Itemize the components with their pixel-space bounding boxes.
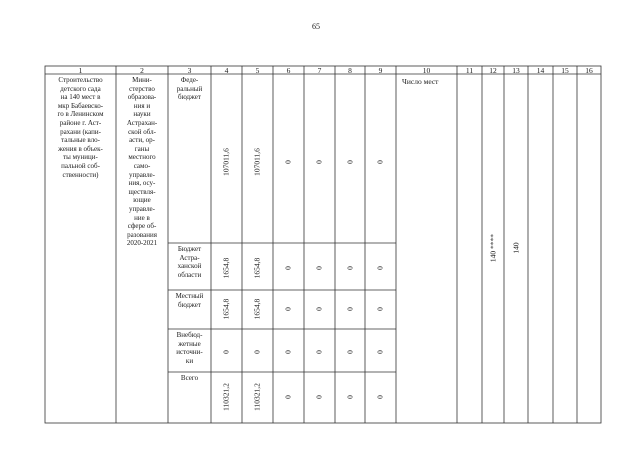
regional-c9: 0 bbox=[375, 266, 385, 270]
source-extrabudget-line: Внебюд- bbox=[176, 331, 203, 339]
object-name-line: тальные вло- bbox=[61, 136, 100, 145]
source-total bbox=[168, 374, 211, 383]
federal-c5: 107011,6 bbox=[252, 148, 262, 176]
source-federal-line: бюджет bbox=[178, 93, 201, 102]
federal-c7: 0 bbox=[314, 160, 324, 164]
source-regional-line: ханской bbox=[177, 262, 202, 271]
authority-line: ществля- bbox=[128, 187, 156, 196]
authority-line: науки bbox=[133, 110, 151, 119]
source-federal-line: Феде- bbox=[180, 76, 199, 84]
total-c7: 0 bbox=[314, 395, 324, 399]
local-c9: 0 bbox=[375, 307, 385, 311]
object-name-line: пальной соб- bbox=[61, 161, 100, 170]
authority-line: образова- bbox=[127, 93, 157, 102]
source-extrabudget-line: жетные bbox=[178, 339, 201, 348]
authority-line: ние в bbox=[134, 213, 150, 222]
header-col-16: 16 bbox=[585, 66, 593, 75]
indicator-name: Число мест bbox=[402, 77, 439, 86]
authority-line: ния, осу- bbox=[128, 179, 156, 188]
total-c4: 110321,2 bbox=[221, 383, 231, 411]
total-c6: 0 bbox=[283, 395, 293, 399]
responsible-authority bbox=[116, 76, 168, 248]
header-col-10: 10 bbox=[422, 66, 431, 75]
object-name-line: ты муници- bbox=[63, 153, 98, 162]
source-regional-line: Бюджет bbox=[177, 245, 202, 253]
header-col-8: 8 bbox=[348, 66, 352, 75]
object-name-line: жения в объек- bbox=[58, 144, 103, 153]
local-c4: 1654,8 bbox=[221, 298, 231, 320]
header-col-13: 13 bbox=[512, 66, 520, 75]
source-local-line: Местный bbox=[175, 292, 204, 300]
source-extrabudget-line: источни- bbox=[176, 348, 203, 357]
authority-line: сфере об- bbox=[127, 222, 157, 231]
header-col-7: 7 bbox=[317, 66, 322, 75]
header-col-3: 3 bbox=[187, 66, 192, 75]
header-col-11: 11 bbox=[465, 66, 474, 75]
local-c6: 0 bbox=[283, 307, 293, 311]
source-local bbox=[168, 292, 211, 309]
extrabudget-c5: 0 bbox=[252, 350, 262, 354]
value-c12: 140 **** bbox=[488, 233, 498, 263]
authority-line: разования bbox=[127, 230, 157, 239]
header-col-9: 9 bbox=[378, 66, 383, 75]
header-col-2: 2 bbox=[140, 66, 144, 75]
authority-line: Астрахан- bbox=[126, 118, 158, 127]
object-name-line: ственности) bbox=[62, 170, 99, 179]
authority-line: 2020-2021 bbox=[126, 239, 158, 248]
extrabudget-c9: 0 bbox=[375, 350, 385, 354]
authority-line: управле- bbox=[129, 170, 155, 179]
authority-line: местного bbox=[128, 153, 156, 162]
federal-c4: 107011,6 bbox=[221, 148, 231, 176]
authority-line: асти, ор- bbox=[129, 136, 155, 145]
source-total-line: Всего bbox=[180, 374, 199, 382]
authority-line: управле- bbox=[129, 204, 155, 213]
object-name-line: рахани (капи- bbox=[60, 127, 101, 136]
source-federal bbox=[168, 76, 211, 102]
extrabudget-c4: 0 bbox=[221, 350, 231, 354]
regional-c6: 0 bbox=[283, 266, 293, 270]
object-name-line: на 140 мест в bbox=[60, 93, 101, 102]
source-extrabudget bbox=[168, 331, 211, 365]
source-federal-line: ральный bbox=[176, 84, 203, 93]
local-c5: 1654,8 bbox=[252, 298, 262, 320]
extrabudget-c6: 0 bbox=[283, 350, 293, 354]
extrabudget-c7: 0 bbox=[314, 350, 324, 354]
value-c13: 140 bbox=[511, 242, 521, 254]
header-col-12: 12 bbox=[489, 66, 497, 75]
object-name-line: детского сада bbox=[60, 84, 101, 93]
authority-line: ния и bbox=[133, 101, 151, 110]
header-col-6: 6 bbox=[286, 66, 291, 75]
authority-line: ганы bbox=[134, 144, 150, 153]
regional-c5: 1654,8 bbox=[252, 257, 262, 279]
federal-c6: 0 bbox=[283, 160, 293, 164]
header-col-14: 14 bbox=[536, 66, 545, 75]
total-c8: 0 bbox=[345, 395, 355, 399]
federal-c9: 0 bbox=[375, 160, 385, 164]
header-col-1: 1 bbox=[78, 66, 83, 75]
object-name-line: Строительство bbox=[58, 76, 103, 84]
regional-c8: 0 bbox=[345, 266, 355, 270]
source-regional-line: Астра- bbox=[179, 253, 200, 262]
authority-line: Мини- bbox=[132, 76, 152, 84]
authority-line: само- bbox=[133, 161, 151, 170]
regional-c7: 0 bbox=[314, 266, 324, 270]
local-c7: 0 bbox=[314, 307, 324, 311]
header-col-15: 15 bbox=[561, 66, 569, 75]
header-col-4: 4 bbox=[224, 66, 229, 75]
object-name-line: го в Ленинском bbox=[57, 110, 104, 119]
object-name bbox=[45, 76, 116, 179]
source-regional-line: области bbox=[177, 270, 202, 279]
source-regional bbox=[168, 245, 211, 279]
authority-line: стерство bbox=[129, 84, 155, 93]
source-local-line: бюджет bbox=[178, 300, 201, 309]
total-c9: 0 bbox=[375, 395, 385, 399]
page-number: 65 bbox=[312, 22, 320, 31]
object-name-line: районе г. Аст- bbox=[59, 118, 102, 127]
authority-line: ской обл- bbox=[128, 127, 156, 136]
local-c8: 0 bbox=[345, 307, 355, 311]
object-name-line: мкр Бабаевско- bbox=[57, 101, 104, 110]
source-extrabudget-line: ки bbox=[185, 356, 194, 365]
federal-c8: 0 bbox=[345, 160, 355, 164]
regional-c4: 1654,8 bbox=[221, 257, 231, 279]
header-col-5: 5 bbox=[255, 66, 260, 75]
total-c5: 110321,2 bbox=[252, 383, 262, 411]
extrabudget-c8: 0 bbox=[345, 350, 355, 354]
authority-line: ющие bbox=[133, 196, 151, 205]
